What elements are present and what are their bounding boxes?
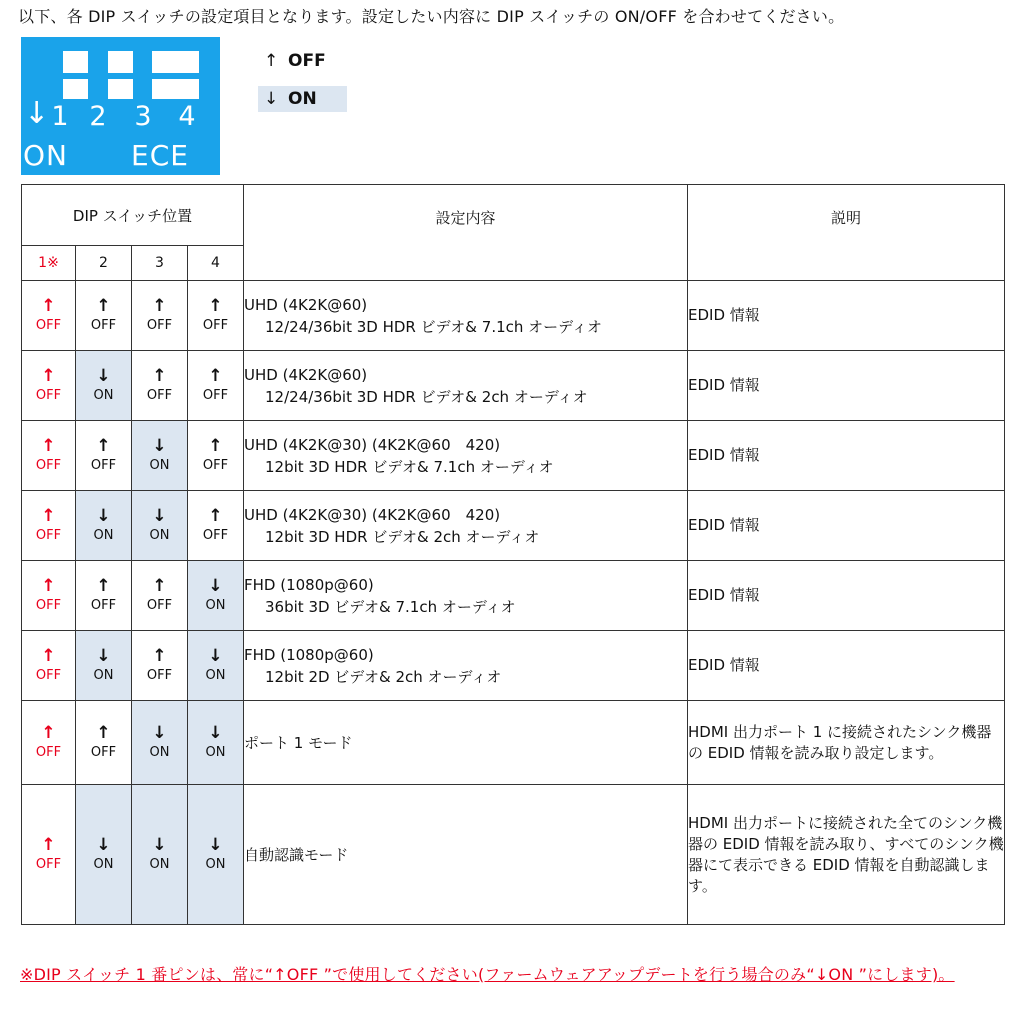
down-arrow-icon: ↓ [96, 645, 111, 666]
switch-cell-pin-2 [76, 631, 132, 701]
intro-text: 以下、各 DIP スイッチの設定項目となります。設定したい内容に DIP スイッチの ON/OFF を合わせてください。 [18, 7, 845, 26]
up-arrow-icon: ↑ [41, 834, 56, 855]
switch-cell-pin-1 [22, 491, 76, 561]
up-arrow-icon: ↑ [208, 505, 223, 526]
down-arrow-icon: ↓ [96, 505, 111, 526]
footnote: ※DIP スイッチ 1 番ピンは、常に“↑OFF ”で使用してください(ファームウェアアップデートを行う場合のみ“↓ON ”にします)。 [20, 965, 955, 984]
description-cell: EDID 情報 [688, 491, 1005, 561]
setting-detail: 12/24/36bit 3D HDR ビデオ& 2ch オーディオ [265, 387, 588, 406]
switch-state-label: ON [149, 856, 170, 872]
switch-cell-pin-4 [188, 421, 244, 491]
up-arrow-icon: ↑ [96, 435, 111, 456]
setting-cell [244, 351, 688, 421]
switch-cell-pin-4 [188, 491, 244, 561]
down-arrow-icon: ↓ [208, 834, 223, 855]
switch-cell-pin-2 [76, 491, 132, 561]
switch-cell-pin-2 [76, 701, 132, 785]
down-arrow-icon: ↓ [152, 834, 167, 855]
up-arrow-icon: ↑ [152, 645, 167, 666]
switch-cell-pin-2 [76, 421, 132, 491]
up-arrow-icon: ↑ [96, 295, 111, 316]
table-row [22, 491, 1005, 561]
description-cell: EDID 情報 [688, 631, 1005, 701]
switch-state-label: OFF [35, 527, 62, 543]
switch-state-label: OFF [202, 317, 229, 333]
header-description: 説明 [688, 185, 1005, 281]
switch-state-label: OFF [35, 667, 62, 683]
up-arrow-icon: ↑ [208, 295, 223, 316]
switch-cell-pin-3 [132, 351, 188, 421]
switch-cell-pin-4 [188, 785, 244, 925]
switch-cell-pin-2 [76, 351, 132, 421]
dip-number-2: 2 [89, 101, 107, 132]
setting-cell [244, 701, 688, 785]
up-arrow-icon: ↑ [41, 365, 56, 386]
up-arrow-icon: ↑ [208, 365, 223, 386]
dip-switch-graphic [21, 37, 220, 175]
dip-ece-label: ECE [131, 139, 189, 172]
dip-on-label: ON [23, 139, 68, 172]
switch-state-label: OFF [90, 317, 117, 333]
up-arrow-icon: ↑ [41, 645, 56, 666]
setting-detail: 12bit 2D ビデオ& 2ch オーディオ [265, 667, 502, 686]
switch-cell-pin-4 [188, 351, 244, 421]
up-arrow-icon: ↑ [152, 365, 167, 386]
switch-state-label: OFF [146, 667, 173, 683]
down-arrow-icon: ↓ [208, 645, 223, 666]
setting-title: ポート 1 モード [244, 733, 353, 752]
down-arrow-icon: ↓ [152, 505, 167, 526]
switch-state-label: ON [149, 744, 170, 760]
switch-state-label: OFF [202, 457, 229, 473]
header-setting: 設定内容 [244, 185, 688, 281]
switch-cell-pin-1 [22, 421, 76, 491]
table-row [22, 281, 1005, 351]
switch-state-label: ON [149, 457, 170, 473]
setting-title: 自動認識モード [244, 845, 349, 864]
description-cell: EDID 情報 [688, 351, 1005, 421]
switch-state-label: OFF [35, 457, 62, 473]
up-arrow-icon: ↑ [41, 435, 56, 456]
setting-title: FHD (1080p@60) [244, 645, 374, 664]
table-row [22, 351, 1005, 421]
header-pin-3: 3 [132, 246, 188, 281]
switch-state-label: ON [149, 527, 170, 543]
switch-state-label: OFF [35, 317, 62, 333]
setting-title: UHD (4K2K@30) (4K2K@60 420) [244, 435, 501, 454]
dip-switch-2 [108, 51, 133, 97]
switch-cell-pin-4 [188, 561, 244, 631]
down-arrow-icon: ↓ [152, 435, 167, 456]
switch-cell-pin-1 [22, 281, 76, 351]
switch-cell-pin-1 [22, 561, 76, 631]
switch-state-label: ON [93, 856, 114, 872]
setting-detail: 12/24/36bit 3D HDR ビデオ& 7.1ch オーディオ [265, 317, 602, 336]
header-pin-1: 1※ [22, 246, 76, 281]
down-arrow-icon: ↓ [208, 722, 223, 743]
switch-state-label: OFF [35, 744, 62, 760]
switch-cell-pin-4 [188, 281, 244, 351]
switch-state-label: OFF [202, 527, 229, 543]
switch-cell-pin-4 [188, 701, 244, 785]
switch-state-label: ON [93, 527, 114, 543]
switch-cell-pin-2 [76, 561, 132, 631]
down-arrow-icon: ↓ [264, 89, 279, 109]
description-cell: EDID 情報 [688, 281, 1005, 351]
switch-state-label: OFF [90, 597, 117, 613]
up-arrow-icon: ↑ [41, 722, 56, 743]
switch-cell-pin-2 [76, 785, 132, 925]
header-pin-2: 2 [76, 246, 132, 281]
setting-cell [244, 281, 688, 351]
setting-title: FHD (1080p@60) [244, 575, 374, 594]
switch-cell-pin-1 [22, 701, 76, 785]
up-arrow-icon: ↑ [208, 435, 223, 456]
dip-switch-1 [63, 51, 88, 97]
switch-cell-pin-3 [132, 561, 188, 631]
setting-title: UHD (4K2K@60) [244, 365, 368, 384]
switch-cell-pin-3 [132, 421, 188, 491]
table-row [22, 785, 1005, 925]
switch-cell-pin-2 [76, 281, 132, 351]
dip-number-4: 4 [178, 101, 196, 132]
up-arrow-icon: ↑ [41, 505, 56, 526]
switch-state-label: OFF [146, 387, 173, 403]
setting-cell [244, 421, 688, 491]
switch-state-label: OFF [90, 744, 117, 760]
switch-state-label: ON [205, 597, 226, 613]
setting-cell [244, 631, 688, 701]
setting-cell [244, 785, 688, 925]
switch-state-label: OFF [35, 856, 62, 872]
up-arrow-icon: ↑ [264, 51, 279, 71]
switch-state-label: ON [205, 856, 226, 872]
dip-number-3: 3 [134, 101, 152, 132]
dip-settings-table [21, 184, 1005, 925]
table-row [22, 561, 1005, 631]
switch-state-label: ON [93, 667, 114, 683]
switch-state-label: OFF [146, 317, 173, 333]
up-arrow-icon: ↑ [96, 575, 111, 596]
dip-switch-4 [174, 51, 199, 97]
up-arrow-icon: ↑ [41, 295, 56, 316]
legend [258, 48, 347, 124]
header-dip-position: DIP スイッチ位置 [22, 185, 244, 246]
setting-cell [244, 561, 688, 631]
up-arrow-icon: ↑ [41, 575, 56, 596]
up-arrow-icon: ↑ [152, 575, 167, 596]
setting-detail: 12bit 3D HDR ビデオ& 2ch オーディオ [265, 527, 540, 546]
switch-cell-pin-3 [132, 785, 188, 925]
description-cell: EDID 情報 [688, 561, 1005, 631]
switch-state-label: ON [205, 667, 226, 683]
switch-state-label: ON [205, 744, 226, 760]
switch-cell-pin-3 [132, 491, 188, 561]
table-row [22, 421, 1005, 491]
down-arrow-icon: ↓ [152, 722, 167, 743]
table-row [22, 631, 1005, 701]
setting-detail: 12bit 3D HDR ビデオ& 7.1ch オーディオ [265, 457, 554, 476]
switch-cell-pin-1 [22, 631, 76, 701]
down-arrow-icon: ↓ [24, 96, 50, 131]
up-arrow-icon: ↑ [152, 295, 167, 316]
description-cell: HDMI 出力ポート 1 に接続されたシンク機器の EDID 情報を読み取り設定します。 [688, 701, 1005, 785]
header-pin-4: 4 [188, 246, 244, 281]
switch-state-label: OFF [35, 387, 62, 403]
switch-state-label: OFF [90, 457, 117, 473]
switch-cell-pin-3 [132, 631, 188, 701]
switch-cell-pin-1 [22, 351, 76, 421]
switch-state-label: OFF [202, 387, 229, 403]
switch-state-label: OFF [35, 597, 62, 613]
switch-cell-pin-3 [132, 281, 188, 351]
setting-title: UHD (4K2K@30) (4K2K@60 420) [244, 505, 501, 524]
down-arrow-icon: ↓ [96, 365, 111, 386]
table-row [22, 701, 1005, 785]
switch-cell-pin-4 [188, 631, 244, 701]
dip-number-1: 1 [51, 101, 69, 132]
description-cell: HDMI 出力ポートに接続された全てのシンク機器の EDID 情報を読み取り、すべてのシンク機器にて表示できる EDID 情報を自動認識します。 [688, 785, 1005, 925]
down-arrow-icon: ↓ [208, 575, 223, 596]
switch-state-label: OFF [146, 597, 173, 613]
switch-cell-pin-1 [22, 785, 76, 925]
legend-on: ↓ ON [258, 86, 347, 112]
switch-cell-pin-3 [132, 701, 188, 785]
switch-state-label: ON [93, 387, 114, 403]
setting-detail: 36bit 3D ビデオ& 7.1ch オーディオ [265, 597, 516, 616]
down-arrow-icon: ↓ [96, 834, 111, 855]
setting-cell [244, 491, 688, 561]
up-arrow-icon: ↑ [96, 722, 111, 743]
description-cell: EDID 情報 [688, 421, 1005, 491]
setting-title: UHD (4K2K@60) [244, 295, 368, 314]
legend-off: ↑ OFF [258, 48, 347, 74]
